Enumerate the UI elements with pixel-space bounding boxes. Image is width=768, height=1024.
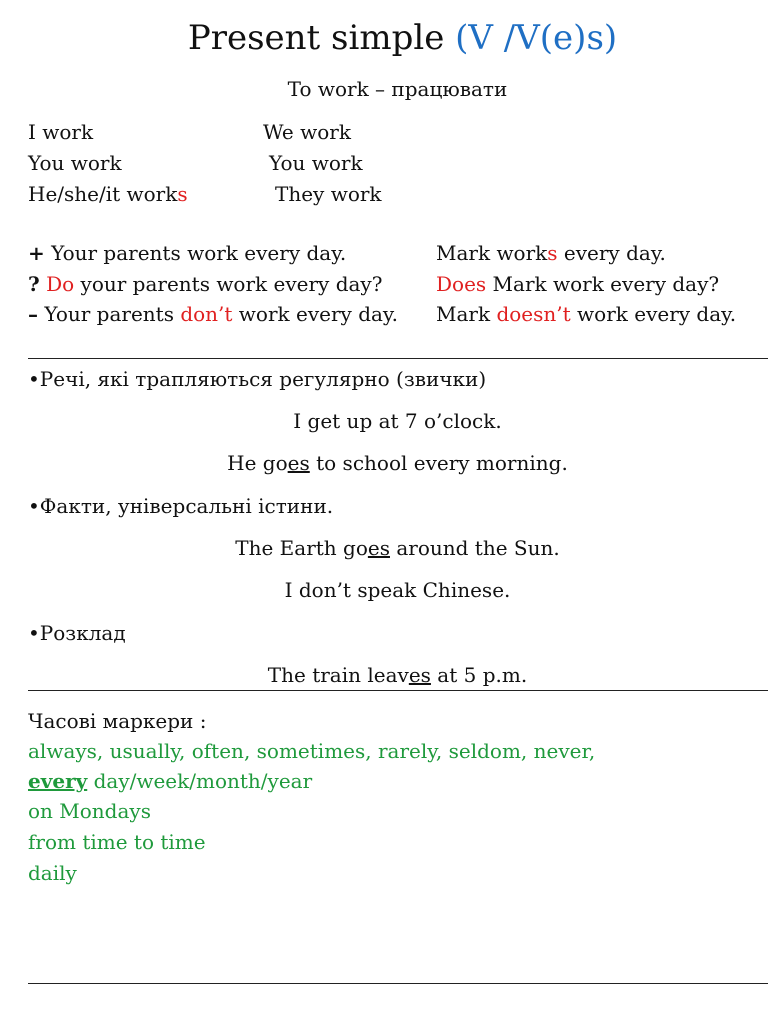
markers-label: Часові маркери : [28,709,207,733]
question-right: Does Mark work every day? [436,272,720,296]
title-main: Present simple [187,18,456,58]
divider [28,358,768,359]
divider [28,690,768,691]
use-habits-bullet: •Речі, які трапляються регулярно (звички) [28,367,487,391]
example-sentence: The Earth goes around the Sun. [235,536,560,560]
divider [28,983,768,984]
affirmative-right: Mark works every day. [436,241,666,265]
example-sentence: He goes to school every morning. [227,451,568,475]
markers-daily: daily [28,861,77,885]
conj-they: They work [275,182,382,206]
example-sentence: The train leaves at 5 p.m. [267,663,528,687]
markers-on-mondays: on Mondays [28,799,151,823]
page-title [0,18,768,58]
negative-left: – Your parents don’t work every day. [28,302,398,326]
conj-you-plural: You work [269,151,363,175]
use-facts-bullet: •Факти, універсальні істини. [28,494,334,518]
affirmative-left: + Your parents work every day. [28,241,347,265]
conj-i: I work [28,120,94,144]
markers-every: every day/week/month/year [28,769,313,793]
use-schedule-bullet: •Розклад [28,621,126,645]
ending-s: s [177,182,188,206]
conj-he-she-it: He/she/it works [28,182,188,206]
question-left: ? Do your parents work every day? [28,272,383,296]
negative-right: Mark doesn’t work every day. [436,302,737,326]
markers-frequency: always, usually, often, sometimes, rarely, seldom, never, [28,739,596,763]
markers-time-to-time: from time to time [28,830,206,854]
conj-you: You work [28,151,122,175]
conj-we: We work [263,120,351,144]
example-sentence: I get up at 7 o’clock. [293,409,502,433]
example-sentence: I don’t speak Chinese. [284,578,511,602]
title-formula: (V /V(e)s) [455,18,618,58]
subtitle: To work – працювати [287,77,508,101]
